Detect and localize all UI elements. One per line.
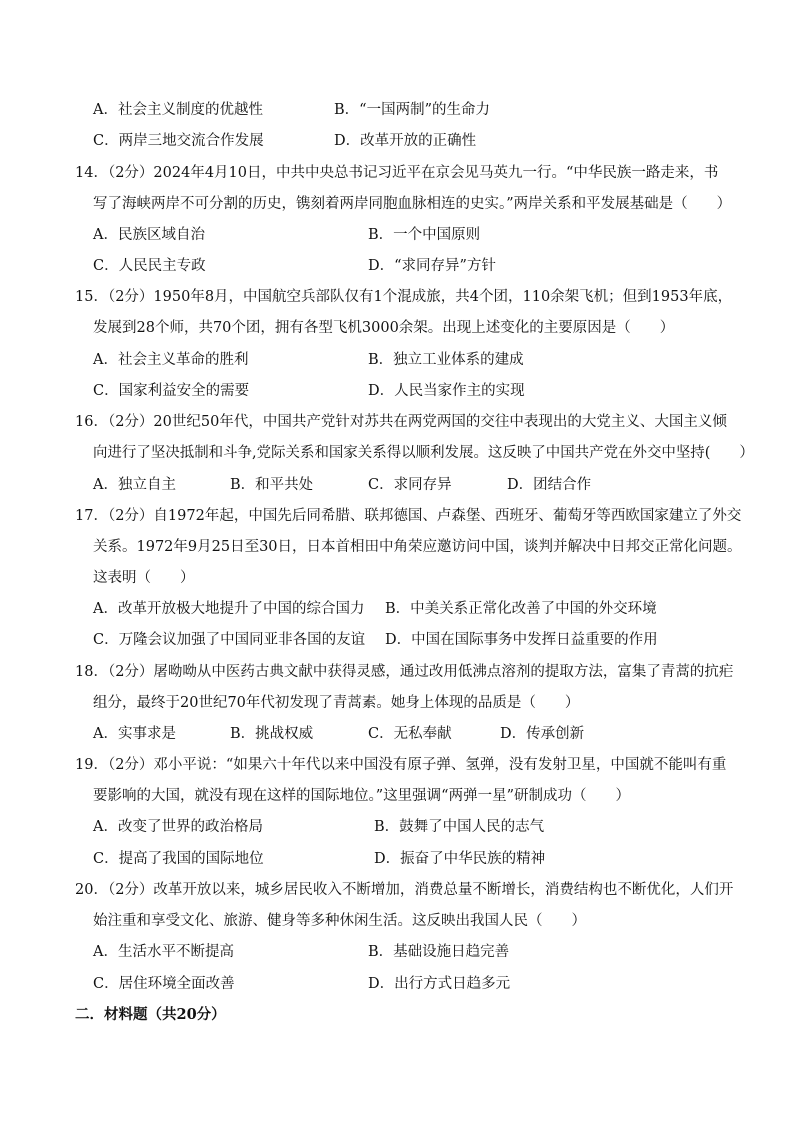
q20-stem-line1: 20．（2分）改革开放以来，城乡居民收入不断增加，消费总量不断增长，消费结构也不断优化，人们开 xyxy=(75,882,734,898)
q19-stem-line1: 19．（2分）邓小平说：“如果六十年代以来中国没有原子弹、氢弹，没有发射卫星，中国就不能叫有重 xyxy=(75,757,727,773)
q18-option-b: B．挑战权威 xyxy=(230,726,314,742)
section-heading-materials: 二．材料题（共20分） xyxy=(75,1006,226,1023)
q14-option-c: C．人民民主专政 xyxy=(93,258,206,274)
q20-option-c: C．居住环境全面改善 xyxy=(93,976,235,992)
q13-option-d: D．改革开放的正确性 xyxy=(334,133,477,149)
q14-option-a: A．民族区域自治 xyxy=(93,227,205,243)
q17-stem-line3: 这表明（ ） xyxy=(93,570,195,586)
q15-stem-line2: 发展到28个师，共70个团，拥有各型飞机3000余架。出现上述变化的主要原因是（ ） xyxy=(93,320,675,336)
q16-option-a: A．独立自主 xyxy=(93,477,176,493)
q19-option-a: A．改变了世界的政治格局 xyxy=(93,819,263,835)
q18-option-a: A．实事求是 xyxy=(93,726,176,742)
q18-stem-line1: 18．（2分）屠呦呦从中医药古典文献中获得灵感，通过改用低沸点溶剂的提取方法，富集了青蒿的抗疟 xyxy=(75,664,734,680)
q14-stem-line1: 14．（2分）2024年4月10日，中共中央总书记习近平在京会见马英九一行。“中华民族一路走来，书 xyxy=(75,165,719,181)
q20-option-b: B．基础设施日趋完善 xyxy=(368,944,510,960)
q19-option-c: C．提高了我国的国际地位 xyxy=(93,851,264,867)
q15-option-d: D．人民当家作主的实现 xyxy=(368,383,525,399)
q20-stem-line2: 始注重和享受文化、旅游、健身等多种休闲生活。这反映出我国人民（ ） xyxy=(93,913,586,929)
q18-option-d: D．传承创新 xyxy=(500,726,585,742)
q17-option-d: D．中国在国际事务中发挥日益重要的作用 xyxy=(385,632,658,648)
q19-option-d: D．振奋了中华民族的精神 xyxy=(374,851,546,867)
q13-option-c: C．两岸三地交流合作发展 xyxy=(93,133,264,149)
q16-stem-line2: 向进行了坚决抵制和斗争,党际关系和国家关系得以顺利发展。这反映了中国共产党在外交中坚持( ） xyxy=(93,445,754,461)
q19-option-b: B．鼓舞了中国人民的志气 xyxy=(374,819,545,835)
q18-option-c: C．无私奉献 xyxy=(368,726,452,742)
q19-stem-line2: 要影响的大国，就没有现在这样的国际地位。”这里强调“两弹一星”研制成功（ ） xyxy=(93,788,630,804)
q15-option-b: B．独立工业体系的建成 xyxy=(368,352,524,368)
q16-option-c: C．求同存异 xyxy=(368,477,452,493)
q13-option-b: B．“一国两制”的生命力 xyxy=(334,102,490,118)
q14-stem-line2: 写了海峡两岸不可分割的历史，镌刻着两岸同胞血脉相连的史实。”两岸关系和平发展基础是（ ） xyxy=(93,196,732,212)
q20-option-a: A．生活水平不断提高 xyxy=(93,944,234,960)
q16-option-d: D．团结合作 xyxy=(507,477,592,493)
q20-option-d: D．出行方式日趋多元 xyxy=(368,976,511,992)
q15-option-a: A．社会主义革命的胜利 xyxy=(93,352,249,368)
q13-option-a: A．社会主义制度的优越性 xyxy=(93,102,263,118)
q16-option-b: B．和平共处 xyxy=(230,477,314,493)
q15-option-c: C．国家利益安全的需要 xyxy=(93,383,250,399)
q17-stem-line2: 关系。1972年9月25日至30日，日本首相田中角荣应邀访问中国，谈判并解决中日邦交正常化问题。 xyxy=(93,539,742,555)
q17-stem-line1: 17．（2分）自1972年起，中国先后同希腊、联邦德国、卢森堡、西班牙、葡萄牙等西欧国家建立了外交 xyxy=(75,508,742,524)
q18-stem-line2: 组分，最终于20世纪70年代初发现了青蒿素。她身上体现的品质是（ ） xyxy=(93,695,580,711)
q16-stem-line1: 16．（2分）20世纪50年代，中国共产党针对苏共在两党两国的交往中表现出的大党主义、大国主义倾 xyxy=(75,414,727,430)
q15-stem-line1: 15．（2分）1950年8月，中国航空兵部队仅有1个混成旅，共4个团，110余架飞机；但到1953年底， xyxy=(75,289,733,305)
q14-option-d: D．“求同存异”方针 xyxy=(368,258,496,274)
q17-option-c: C．万隆会议加强了中国同亚非各国的友谊 xyxy=(93,632,366,648)
q14-option-b: B．一个中国原则 xyxy=(368,227,481,243)
q17-option-a: A．改革开放极大地提升了中国的综合国力 xyxy=(93,601,365,617)
q17-option-b: B．中美关系正常化改善了中国的外交环境 xyxy=(385,601,657,617)
